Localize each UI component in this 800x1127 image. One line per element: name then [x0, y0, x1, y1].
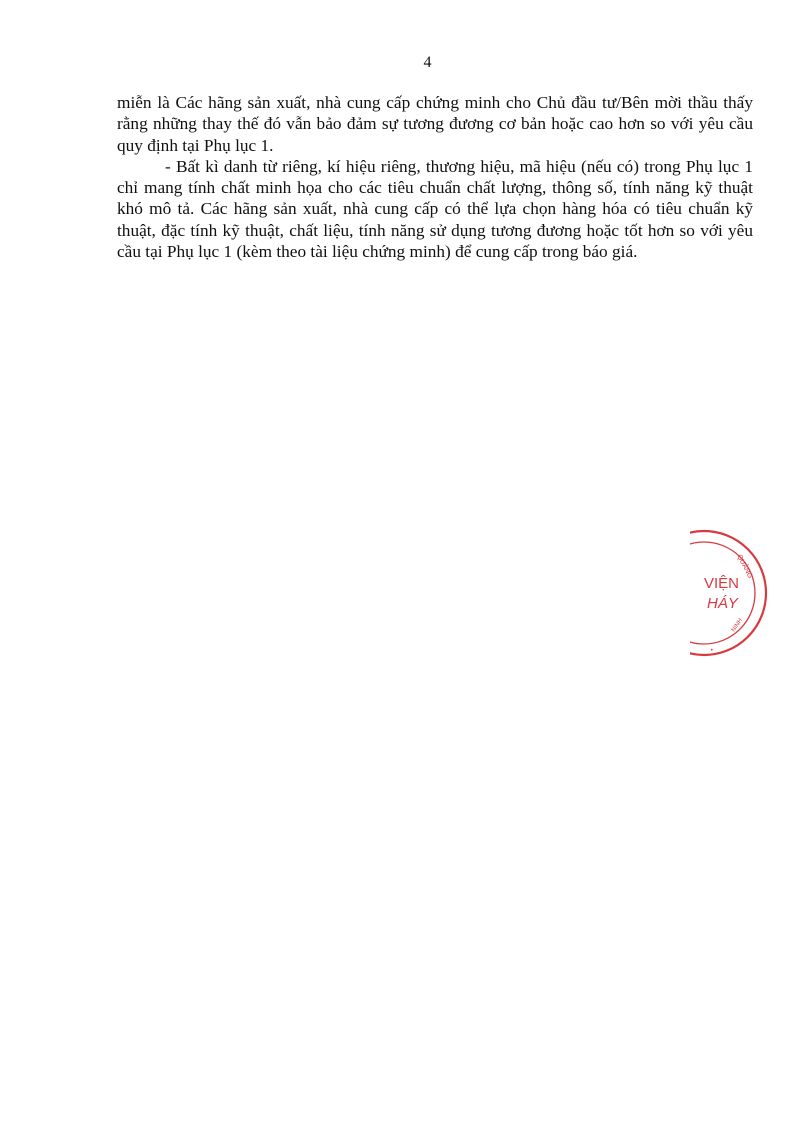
- svg-text:•: •: [710, 647, 714, 654]
- paragraph-2: - Bất kì danh từ riêng, kí hiệu riêng, thương hiệu, mã hiệu (nếu có) trong Phụ lục 1 chỉ mang tính chất minh họa cho các tiêu chuẩn chất lượng, thông số, tính năng kỹ thuật khó mô tả. Các hãng sản xuất, nhà cung cấp có thể lựa chọn hàng hóa có tiêu chuẩn kỹ thuật, đặc tính kỹ thuật, chất liệu, tính năng sử dụng tương đương hoặc tốt hơn so với yêu cầu tại Phụ lục 1 (kèm theo tài liệu chứng minh) để cung cấp trong báo giá.: [117, 156, 753, 262]
- body-text: [117, 92, 753, 262]
- seal-ring-text-top: QUẢNG: [735, 553, 754, 580]
- red-seal-stamp: [690, 526, 770, 660]
- seal-graphic: [690, 526, 770, 660]
- seal-text-line-2: HÁY: [707, 595, 738, 612]
- seal-text-line-1: VIỆN: [704, 575, 740, 592]
- seal-ring-text-bottom: NINH: [730, 617, 745, 634]
- paragraph-1: miễn là Các hãng sản xuất, nhà cung cấp chứng minh cho Chủ đầu tư/Bên mời thầu thấy rằng những thay thế đó vẫn bảo đảm sự tương đương cơ bản hoặc cao hơn so với yêu cầu quy định tại Phụ lục 1.: [117, 93, 753, 155]
- page-number: 4: [423, 54, 432, 71]
